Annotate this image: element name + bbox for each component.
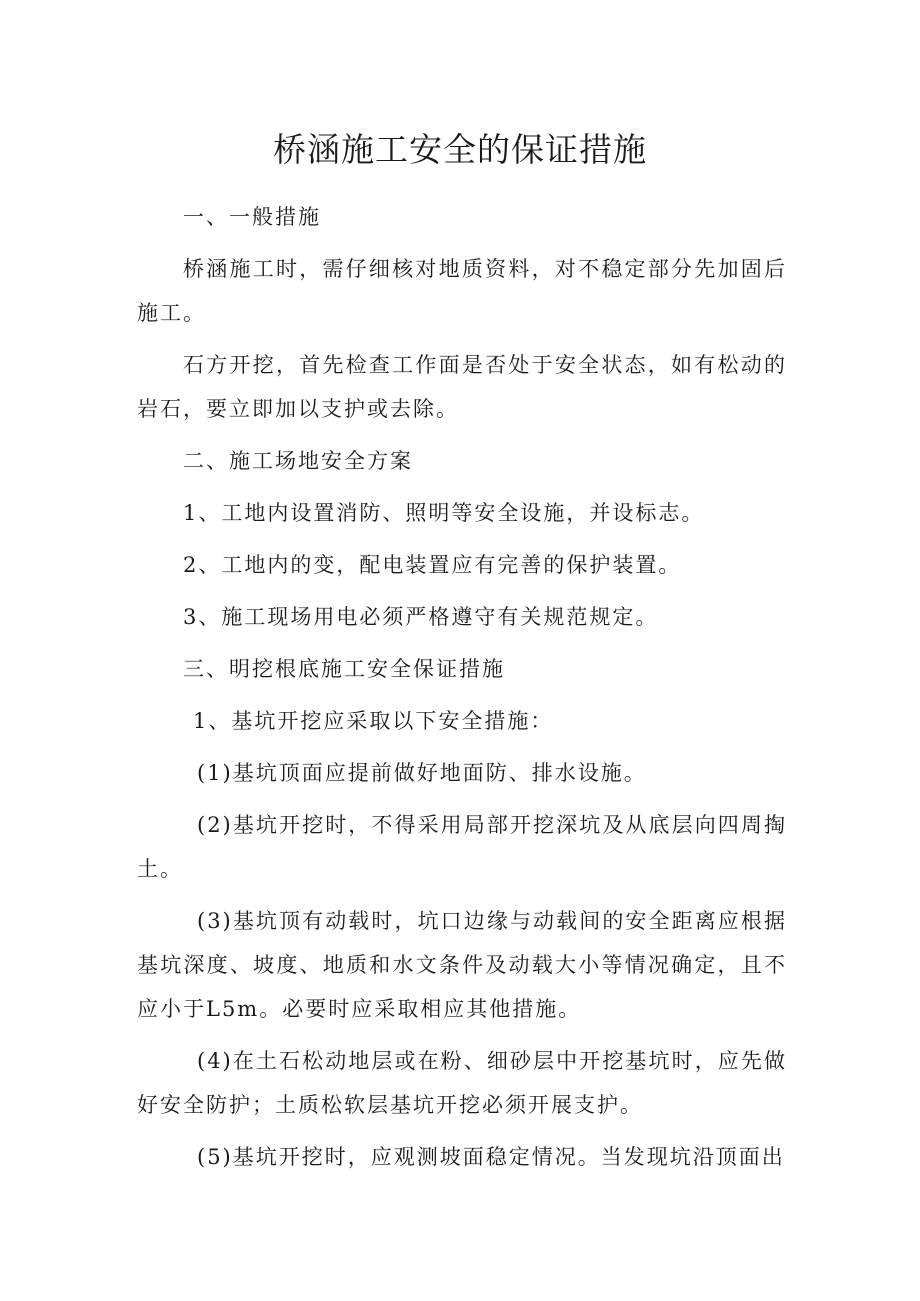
list-item-power-distribution: 2、工地内的变，配电装置应有完善的保护装置。 — [183, 553, 682, 577]
document-title: 桥涵施工安全的保证措施 — [273, 130, 647, 169]
paragraph-geology: 桥涵施工时，需仔细核对地质资料，对不稳定部分先加固后施工。 — [137, 257, 787, 325]
sub-item-3: (3)基坑顶有动载时，坑口边缘与动载间的安全距离应根据基坑深度、坡度、地质和水文条件及动载大小等情况确定，且不应小于L5m。必要时应采取相应其他措施。 — [137, 909, 787, 1021]
sub-item-5: (5)基坑开挖时，应观测坡面稳定情况。当发现坑沿顶面出 — [197, 1145, 785, 1169]
list-item-electricity-rules: 3、施工现场用电必须严格遵守有关规范规定。 — [183, 605, 659, 629]
list-item-pit-measures: 1、基坑开挖应采取以下安全措施： — [193, 709, 554, 733]
section-heading-site-safety: 二、施工场地安全方案 — [183, 449, 413, 473]
list-item-fire-lighting: 1、工地内设置消防、照明等安全设施，并设标志。 — [183, 501, 705, 525]
section-heading-general: 一、一般措施 — [183, 205, 321, 229]
sub-item-4: (4)在土石松动地层或在粉、细砂层中开挖基坑时，应先做好安全防护；土质松软层基坑开挖必须开展支护。 — [137, 1049, 787, 1117]
paragraph-rock-excavation: 石方开挖，首先检查工作面是否处于安全状态，如有松动的岩石，要立即加以支护或去除。 — [137, 353, 787, 421]
sub-item-1: (1)基坑顶面应提前做好地面防、排水设施。 — [197, 761, 647, 785]
section-heading-foundation: 三、明挖根底施工安全保证措施 — [183, 657, 505, 681]
sub-item-2: (2)基坑开挖时，不得采用局部开挖深坑及从底层向四周掏土。 — [137, 813, 787, 881]
document-body — [137, 195, 787, 1187]
